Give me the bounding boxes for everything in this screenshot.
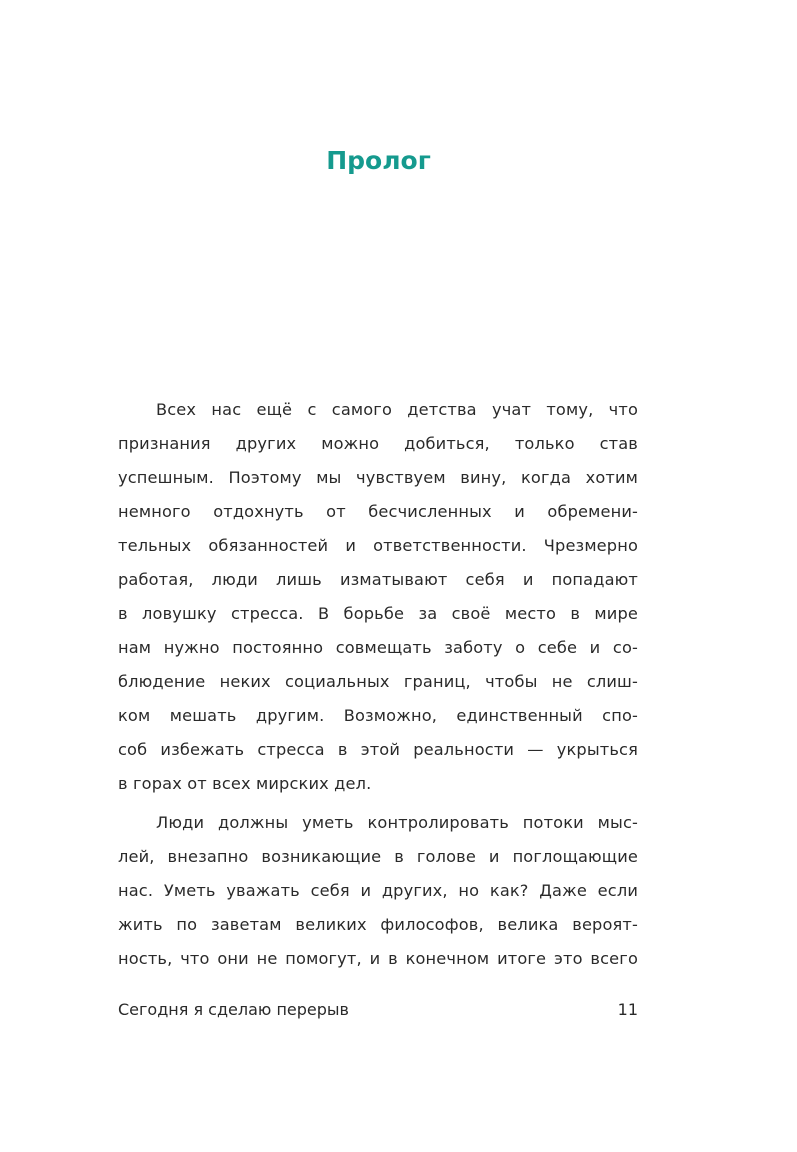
text-line: в горах от всех мирских дел. [118,774,372,793]
text-line: нам нужно постоянно совмещать заботу о себе и со- [118,638,638,657]
running-footer-book-title: Сегодня я сделаю перерыв [118,1000,349,1019]
text-line: немного отдохнуть от бесчисленных и обремени- [118,502,638,521]
body-text [118,393,638,976]
paragraph-2 [118,806,638,976]
text-line: Всех нас ещё с самого детства учат тому, что [156,400,638,419]
text-line: ность, что они не помогут, и в конечном итоге это всего [118,949,638,968]
text-line: работая, люди лишь изматывают себя и попадают [118,570,638,589]
paragraph-1 [118,393,638,801]
text-line: блюдение неких социальных границ, чтобы не слиш- [118,672,638,691]
text-line: соб избежать стресса в этой реальности — укрыться [118,740,638,759]
text-line: Люди должны уметь контролировать потоки мыс- [156,813,638,832]
text-line: признания других можно добиться, только став [118,434,638,453]
text-line: успешным. Поэтому мы чувствуем вину, когда хотим [118,468,638,487]
text-line: лей, внезапно возникающие в голове и поглощающие [118,847,638,866]
text-line: нас. Уметь уважать себя и других, но как? Даже если [118,881,638,900]
chapter-title: Пролог [326,146,431,175]
page-number: 11 [617,1000,638,1019]
text-line: ком мешать другим. Возможно, единственный спо- [118,706,638,725]
text-line: в ловушку стресса. В борьбе за своё место в мире [118,604,638,623]
text-line: жить по заветам великих философов, велика вероят- [118,915,638,934]
page-footer [118,996,638,1024]
text-line: тельных обязанностей и ответственности. Чрезмерно [118,536,638,555]
